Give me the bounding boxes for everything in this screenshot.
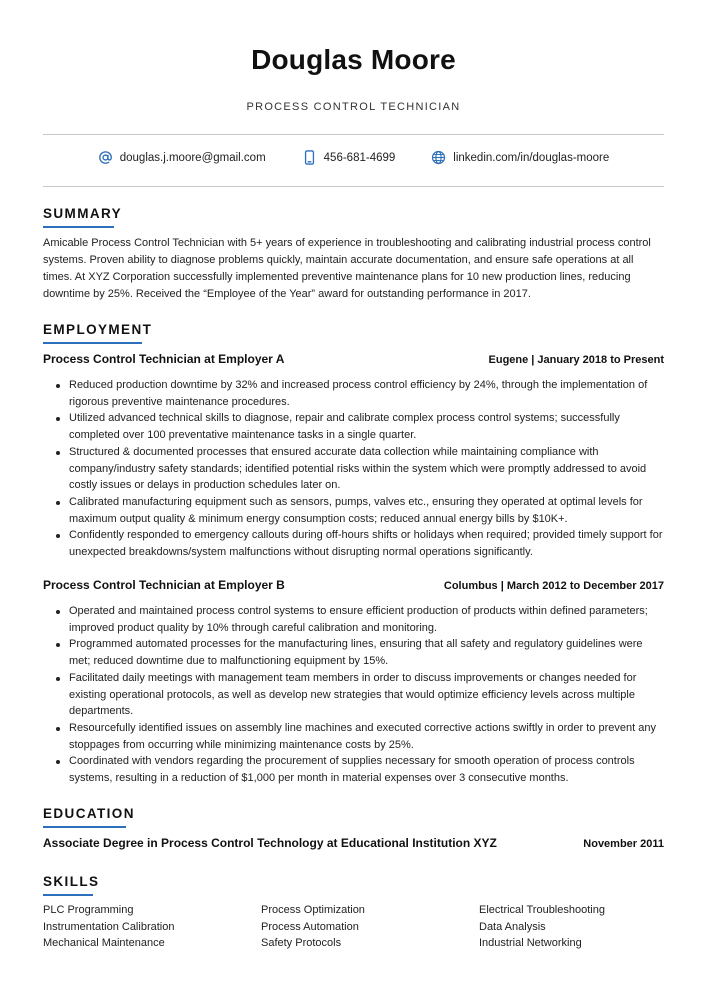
employment-heading: EMPLOYMENT (43, 322, 153, 337)
job-bullet: Facilitated daily meetings with management team members in order to discuss improvements or changes needed for existing operational protocols, as well as develop new strategies that would optimize efficiency levels across multiple departments. (43, 670, 664, 720)
contact-phone[interactable] (302, 150, 396, 165)
candidate-title: PROCESS CONTROL TECHNICIAN (246, 101, 461, 113)
job-bullet: Reduced production downtime by 32% and increased process control efficiency by 24%, through the implementation of rigorous preventive maintenance procedures. (43, 377, 664, 410)
summary-text: Amicable Process Control Technician with 5+ years of experience in troubleshooting and calibrating industrial process control systems. Proven ability to diagnose problems quickly, maintain accurate documentation, and ensure safe operations at all times. At XYZ Corporation successfully implemented preventive maintenance plans for 10 new production lines, reducing downtime by 25%. Received the “Employee of the Year” award for outstanding performance in 2017. (43, 237, 651, 300)
job-title: Process Control Technician at Employer B (43, 578, 285, 592)
skill-item: Process Automation (261, 920, 359, 933)
job-bullet: Confidently responded to emergency callouts during off-hours shifts or holidays when required; provided timely support for unexpected breakdowns/system malfunctions without disrupting normal operations significantly. (43, 527, 664, 560)
job-header (43, 578, 664, 592)
contact-phone-text: 456-681-4699 (323, 151, 396, 164)
job-bullet: Calibrated manufacturing equipment such as sensors, pumps, valves etc., ensuring they operated at optimal levels for maximum output quality & minimum energy consumption costs; reduced annual energy bills by $10K+. (43, 494, 664, 527)
summary-heading: SUMMARY (43, 206, 123, 221)
job-header (43, 352, 664, 366)
skill-item: Process Optimization (261, 904, 365, 916)
job-bullets (43, 603, 664, 787)
skills-heading: SKILLS (43, 874, 100, 889)
education-heading-underline (43, 826, 126, 828)
skill-item: PLC Programming (43, 904, 134, 916)
skill-item: Instrumentation Calibration (43, 920, 175, 933)
job-bullet: Programmed automated processes for the manufacturing lines, ensuring that all safety and regulatory guidelines were met; reduced downtime due to malfunctioning equipment by 15%. (43, 636, 664, 669)
contact-linkedin-text: linkedin.com/in/douglas-moore (453, 151, 610, 164)
job-bullet: Structured & documented processes that ensured accurate data collection while maintaining compliance with company/industry safety standards; identified potential risks within the system which were promptly addressed to avoid costly issues or delays in production schedules later on. (43, 444, 664, 494)
education-date: November 2011 (583, 838, 664, 850)
job-bullet: Utilized advanced technical skills to diagnose, repair and calibrate complex process control systems; successfully completed over 100 preventative maintenance tasks in a single quarter. (43, 410, 664, 443)
job-title: Process Control Technician at Employer A (43, 352, 285, 366)
education-degree: Associate Degree in Process Control Technology at Educational Institution XYZ (43, 836, 497, 850)
contact-linkedin[interactable] (431, 150, 609, 165)
skills-column (43, 902, 261, 952)
job-bullet: Resourcefully identified issues on assembly line machines and executed corrective actions swiftly in order to prevent any stoppages from occurring while minimizing maintenance costs by 25%. (43, 720, 664, 753)
contact-email-text: douglas.j.moore@gmail.com (119, 151, 266, 164)
job-location-dates: Eugene | January 2018 to Present (488, 354, 664, 366)
skill-item: Safety Protocols (261, 937, 342, 949)
job-bullets (43, 377, 664, 561)
mobile-phone-icon (302, 150, 317, 165)
employment-heading-underline (43, 342, 142, 344)
candidate-name: Douglas Moore (251, 44, 456, 75)
skills-column (479, 902, 664, 952)
skills-grid (43, 902, 664, 952)
skills-heading-underline (43, 894, 93, 896)
skill-item: Mechanical Maintenance (43, 937, 165, 949)
contact-email[interactable] (98, 150, 266, 165)
skill-item: Industrial Networking (479, 937, 582, 949)
summary-heading-underline (43, 226, 114, 228)
skill-item: Data Analysis (479, 920, 546, 933)
contact-bar (43, 150, 664, 165)
header-divider-bottom (43, 186, 664, 187)
job-bullet: Coordinated with vendors regarding the procurement of supplies necessary for smooth operation of process controls systems, resulting in a reduction of $1,000 per month in material expenses over 3 consecutive months. (43, 753, 664, 786)
job-location-dates: Columbus | March 2012 to December 2017 (443, 580, 664, 592)
header-divider-top (43, 134, 664, 135)
at-sign-icon (98, 150, 113, 165)
globe-icon (431, 150, 446, 165)
education-entry (43, 836, 664, 850)
job-bullet: Operated and maintained process control systems to ensure efficient production of products within defined parameters; improved product quality by 10% through careful calibration and monitoring. (43, 603, 664, 636)
skill-item: Electrical Troubleshooting (479, 904, 605, 916)
skills-column (261, 902, 479, 952)
education-heading: EDUCATION (43, 806, 135, 821)
